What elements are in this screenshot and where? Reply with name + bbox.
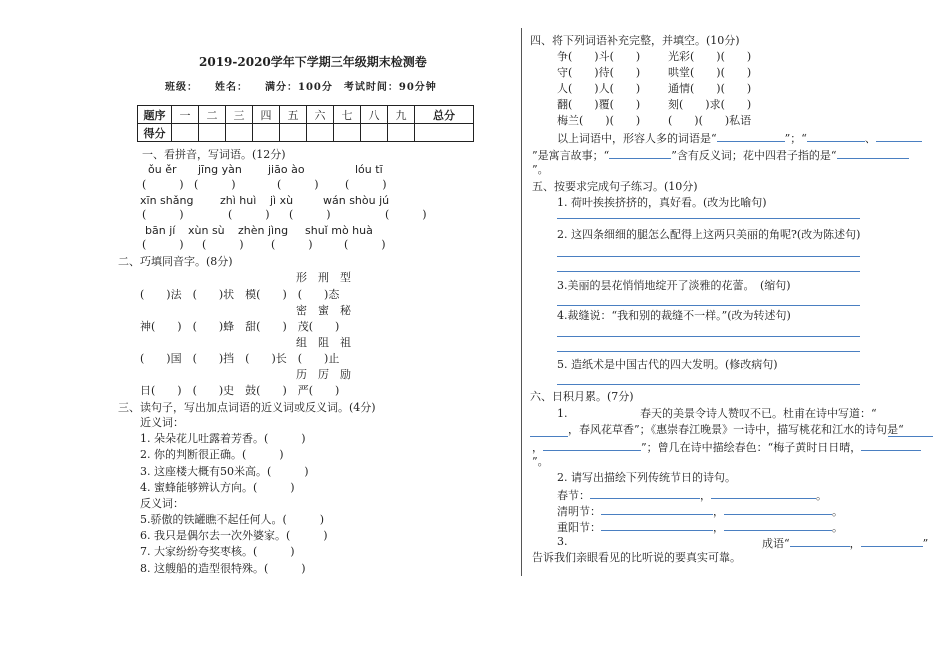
score-input[interactable]: [199, 124, 226, 142]
answer-blank[interactable]: [861, 439, 921, 451]
fill-line[interactable]: 日( ) ( )史 鼓( ) 严( ): [140, 384, 340, 397]
table-row: [138, 124, 474, 142]
list-item[interactable]: 8. 这艘船的造型很特殊。( ): [140, 562, 306, 575]
table-cell: 六: [307, 106, 334, 124]
fill-text: ，: [713, 521, 724, 534]
table-cell: 三: [226, 106, 253, 124]
answer-blank[interactable]: ( ): [202, 238, 244, 251]
answer-blank[interactable]: [837, 147, 909, 159]
answer-blank[interactable]: [724, 519, 832, 531]
table-cell: 题序: [138, 106, 172, 124]
festival-label: 春节：: [557, 489, 590, 502]
answer-blank[interactable]: [543, 439, 641, 451]
answer-blank[interactable]: [807, 130, 865, 142]
list-item[interactable]: 5.骄傲的铁罐瞧不起任何人。( ): [140, 513, 325, 526]
score-input[interactable]: [172, 124, 199, 142]
answer-blank[interactable]: ( ): [142, 178, 184, 191]
score-input[interactable]: [388, 124, 415, 142]
idiom-item[interactable]: 守( )待( ): [557, 66, 641, 79]
fill-end: ”。: [532, 163, 549, 176]
score-input[interactable]: [253, 124, 280, 142]
fill-text: ”: [922, 537, 929, 550]
fill-text: ，: [532, 441, 543, 454]
score-input[interactable]: [307, 124, 334, 142]
section-4-heading: 四、将下列词语补充完整，并填空。(10分): [530, 34, 740, 47]
idiom-item[interactable]: 哄堂( )( ): [668, 66, 752, 79]
char-group: 组 阻 祖: [296, 336, 351, 349]
idiom-item[interactable]: 刻( )求( ): [668, 98, 752, 111]
answer-line[interactable]: [557, 256, 860, 257]
answer-line[interactable]: [557, 384, 860, 385]
section-1-heading: 一、看拼音，写词语。(12分): [142, 148, 286, 161]
fill-text: ，: [713, 505, 724, 518]
pinyin: ǒu ěr: [148, 163, 177, 176]
exam-info: 班级： 姓名： 满分：100分 考试时间：90分钟: [165, 82, 437, 93]
pinyin: wán shòu jú: [323, 194, 390, 207]
question-number: 1.: [557, 407, 568, 420]
char-group: 密 蜜 秘: [296, 304, 351, 317]
list-item[interactable]: 7. 大家纷纷夸奖枣核。( ): [140, 545, 295, 558]
table-cell: 一: [172, 106, 199, 124]
table-cell: 八: [361, 106, 388, 124]
question: 3.美丽的昙花悄悄地绽开了淡雅的花蕾。 (缩句): [557, 279, 791, 292]
answer-blank[interactable]: ( ): [344, 238, 386, 251]
idiom-item[interactable]: 通情( )( ): [668, 82, 752, 95]
fill-text: 。: [816, 489, 827, 502]
question: 5. 造纸术是中国古代的四大发明。(修改病句): [557, 358, 778, 371]
pinyin: lóu tī: [355, 163, 383, 176]
idiom-item[interactable]: 翻( )覆( ): [557, 98, 641, 111]
fill-text: ”含有反义词；花中四君子指的是“: [671, 149, 837, 162]
answer-blank[interactable]: ( ): [289, 208, 331, 221]
antonym-label: 反义词：: [140, 497, 184, 510]
table-cell: 五: [280, 106, 307, 124]
fill-sentence: [557, 130, 922, 146]
answer-blank[interactable]: [861, 535, 923, 547]
festival-row: [557, 519, 843, 535]
pinyin: jì xù: [270, 194, 294, 207]
list-item[interactable]: 4. 蜜蜂能够辨认方向。( ): [140, 481, 295, 494]
score-input[interactable]: [415, 124, 474, 142]
score-table: [137, 105, 474, 142]
score-input[interactable]: [226, 124, 253, 142]
list-item[interactable]: 3. 这座楼大概有50米高。( ): [140, 465, 309, 478]
list-item[interactable]: 6. 我只是偶尔去一次外婆家。( ): [140, 529, 328, 542]
fill-text: 、: [864, 132, 876, 145]
answer-blank[interactable]: ( ): [271, 238, 313, 251]
fill-text: ”；曾几在诗中描绘春色：“梅子黄时日日晴，: [641, 441, 862, 454]
fill-text: ，: [849, 537, 861, 550]
question: [762, 535, 928, 551]
answer-blank[interactable]: ( ): [385, 208, 427, 221]
char-group: 形 刑 型: [296, 271, 351, 284]
section-5-heading: 五、按要求完成句子练习。(10分): [532, 180, 698, 193]
score-input[interactable]: [334, 124, 361, 142]
score-input[interactable]: [361, 124, 388, 142]
pinyin: zhèn jìng: [238, 224, 289, 237]
list-item[interactable]: 2. 你的判断很正确。( ): [140, 448, 284, 461]
table-cell: 二: [199, 106, 226, 124]
fill-text: 成语“: [762, 537, 790, 550]
answer-blank[interactable]: [724, 503, 832, 515]
answer-line[interactable]: [557, 218, 860, 219]
festival-label: 重阳节：: [557, 521, 601, 534]
pinyin: xīn shǎng: [140, 194, 194, 207]
section-2-heading: 二、巧填同音字。(8分): [118, 255, 233, 268]
table-row: [138, 106, 474, 124]
score-input[interactable]: [280, 124, 307, 142]
answer-blank[interactable]: [609, 147, 671, 159]
table-cell: 总分: [415, 106, 474, 124]
fill-text: 。: [832, 505, 843, 518]
table-cell: 四: [253, 106, 280, 124]
pinyin: bān jí: [145, 224, 176, 237]
festival-label: 清明节：: [557, 505, 601, 518]
answer-blank[interactable]: [790, 535, 850, 547]
festival-row: [557, 503, 843, 519]
table-cell: 得分: [138, 124, 172, 142]
festival-row: [557, 487, 827, 503]
list-item[interactable]: 1. 朵朵花儿吐露着芳香。( ): [140, 432, 306, 445]
pinyin: jiāo ào: [268, 163, 305, 176]
answer-blank[interactable]: [717, 130, 785, 142]
pinyin: zhì huì: [220, 194, 257, 207]
answer-blank[interactable]: ( ): [228, 208, 270, 221]
question: 告诉我们亲眼看见的比听说的要真实可靠。: [532, 551, 741, 564]
column-divider: [521, 28, 522, 576]
question: 2. 这四条细细的腿怎么配得上这两只美丽的角呢?(改为陈述句): [557, 228, 861, 241]
answer-line[interactable]: [557, 271, 860, 272]
answer-blank[interactable]: [711, 487, 816, 499]
fill-text: 。: [832, 521, 843, 534]
section-3-heading: 三、读句子，写出加点词语的近义词或反义词。(4分): [118, 401, 376, 414]
answer-blank[interactable]: [601, 519, 713, 531]
idiom-item[interactable]: 人( )人( ): [557, 82, 641, 95]
fill-text: ”；“: [784, 132, 807, 145]
question: 2. 请写出描绘下列传统节日的诗句。: [557, 471, 736, 484]
idiom-item[interactable]: ( )( )私语: [668, 114, 752, 127]
answer-blank[interactable]: ( ): [277, 178, 319, 191]
answer-blank[interactable]: ( ): [142, 208, 184, 221]
fill-text: ，: [700, 489, 711, 502]
answer-blank[interactable]: ( ): [345, 178, 387, 191]
table-cell: 九: [388, 106, 415, 124]
idiom-item[interactable]: 争( )斗( ): [557, 50, 641, 63]
answer-blank[interactable]: ( ): [194, 178, 236, 191]
pinyin: shuǐ mò huà: [305, 224, 373, 237]
answer-line[interactable]: [530, 436, 568, 437]
page-title: 2019-2020学年下学期三年级期末检测卷: [199, 55, 427, 69]
fill-text: 以上词语中，形容人多的词语是“: [557, 132, 717, 145]
idiom-item[interactable]: 光彩( )( ): [668, 50, 752, 63]
fill-text: ”是寓言故事；“: [532, 149, 610, 162]
answer-blank[interactable]: [876, 130, 922, 142]
char-group: 历 厉 励: [296, 368, 351, 381]
question: 1. 荷叶挨挨挤挤的，真好看。(改为比喻句): [557, 196, 767, 209]
answer-line[interactable]: [557, 351, 860, 352]
question: 春天的美景令诗人赞叹不已。杜甫在诗中写道：“: [640, 407, 877, 420]
answer-line[interactable]: [557, 336, 860, 337]
question-number: 3.: [557, 535, 568, 548]
question: 4.裁缝说：“我和别的裁缝不一样。”(改为转述句): [557, 309, 791, 322]
idiom-item[interactable]: 梅兰( )( ): [557, 114, 641, 127]
pinyin: jīng yàn: [198, 163, 242, 176]
fill-line[interactable]: ( )法 ( )状 模( ) ( )态: [140, 288, 340, 301]
synonym-label: 近义词：: [140, 416, 184, 429]
answer-line[interactable]: [888, 436, 933, 437]
answer-blank[interactable]: [590, 487, 700, 499]
answer-blank[interactable]: [601, 503, 713, 515]
question: ”。: [532, 455, 549, 468]
answer-line[interactable]: [557, 305, 860, 306]
fill-sentence: [532, 147, 909, 163]
section-6-heading: 六、日积月累。(7分): [530, 390, 634, 403]
answer-blank[interactable]: ( ): [142, 238, 184, 251]
question: [532, 439, 921, 455]
question: ，春风花草香”；《惠崇春江晚景》一诗中，描写桃花和江水的诗句是“: [568, 423, 904, 436]
table-cell: 七: [334, 106, 361, 124]
fill-line[interactable]: ( )国 ( )挡 ( )长 ( )止: [140, 352, 340, 365]
pinyin: xùn sù: [188, 224, 225, 237]
fill-line[interactable]: 神( ) ( )蜂 甜( ) 茂( ): [140, 320, 340, 333]
